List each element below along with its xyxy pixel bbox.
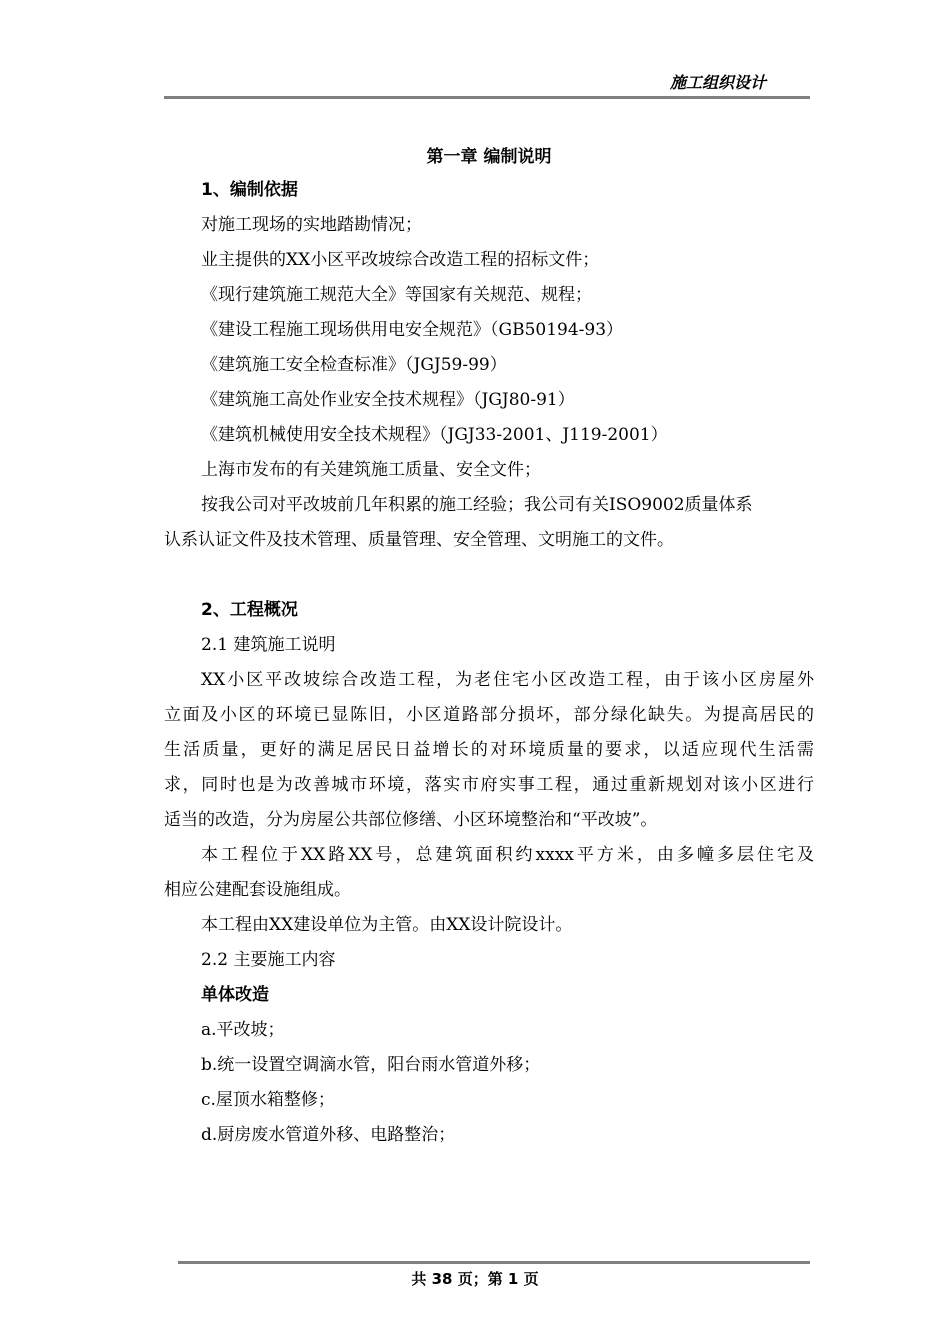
list-item: c.屋顶水箱整修； bbox=[201, 1090, 335, 1110]
subsection-heading: 2.2 主要施工内容 bbox=[201, 950, 336, 970]
paragraph-line: 相应公建配套设施组成。 bbox=[164, 880, 351, 900]
basis-item: 《建筑施工安全检查标准》（JGJ59-99） bbox=[201, 355, 507, 375]
list-item: d.厨房废水管道外移、电路整治； bbox=[201, 1125, 456, 1145]
basis-item: 《建设工程施工现场供用电安全规范》（GB50194-93） bbox=[201, 320, 624, 340]
list-item: a.平改坡； bbox=[201, 1020, 285, 1040]
basis-item: 《现行建筑施工规范大全》等国家有关规范、规程； bbox=[201, 285, 592, 305]
basis-item: 《建筑机械使用安全技术规程》（JGJ33-2001、J119-2001） bbox=[201, 425, 668, 445]
paragraph-line: 本工程由XX建设单位为主管。由XX设计院设计。 bbox=[201, 915, 573, 935]
paragraph-line: 适当的改造，分为房屋公共部位修缮、小区环境整治和“平改坡”。 bbox=[164, 810, 658, 830]
chapter-title: 第一章 编制说明 bbox=[426, 147, 552, 167]
section-heading-2: 2、工程概况 bbox=[201, 600, 298, 620]
paragraph-line: 认系认证文件及技术管理、质量管理、安全管理、文明施工的文件。 bbox=[164, 530, 674, 550]
section-heading-1: 1、编制依据 bbox=[201, 180, 298, 200]
subsection-heading: 单体改造 bbox=[201, 985, 269, 1005]
footer-rule bbox=[178, 1261, 810, 1264]
basis-item: 对施工现场的实地踏勘情况； bbox=[201, 215, 422, 235]
basis-item: 《建筑施工高处作业安全技术规程》（JGJ80-91） bbox=[201, 390, 575, 410]
header-rule bbox=[164, 96, 810, 99]
subsection-heading: 2.1 建筑施工说明 bbox=[201, 635, 336, 655]
paragraph-line: 立面及小区的环境已显陈旧，小区道路部分损坏，部分绿化缺失。为提高居民的 bbox=[164, 705, 814, 725]
basis-item: 上海市发布的有关建筑施工质量、安全文件； bbox=[201, 460, 541, 480]
paragraph-line: 按我公司对平改坡前几年积累的施工经验；我公司有关ISO9002质量体系 bbox=[201, 495, 753, 515]
basis-item: 业主提供的XX小区平改坡综合改造工程的招标文件； bbox=[201, 250, 600, 270]
page-number: 共 38 页；第 1 页 bbox=[411, 1270, 539, 1288]
list-item: b.统一设置空调滴水管，阳台雨水管道外移； bbox=[201, 1055, 541, 1075]
paragraph-line: 求，同时也是为改善城市环境，落实市府实事工程，通过重新规划对该小区进行 bbox=[164, 775, 814, 795]
header-title: 施工组织设计 bbox=[669, 73, 766, 92]
paragraph-line: 生活质量，更好的满足居民日益增长的对环境质量的要求，以适应现代生活需 bbox=[164, 740, 814, 760]
paragraph-line: XX小区平改坡综合改造工程，为老住宅小区改造工程，由于该小区房屋外 bbox=[201, 670, 814, 690]
paragraph-line: 本工程位于XX路XX号，总建筑面积约xxxx平方米，由多幢多层住宅及 bbox=[201, 845, 814, 865]
